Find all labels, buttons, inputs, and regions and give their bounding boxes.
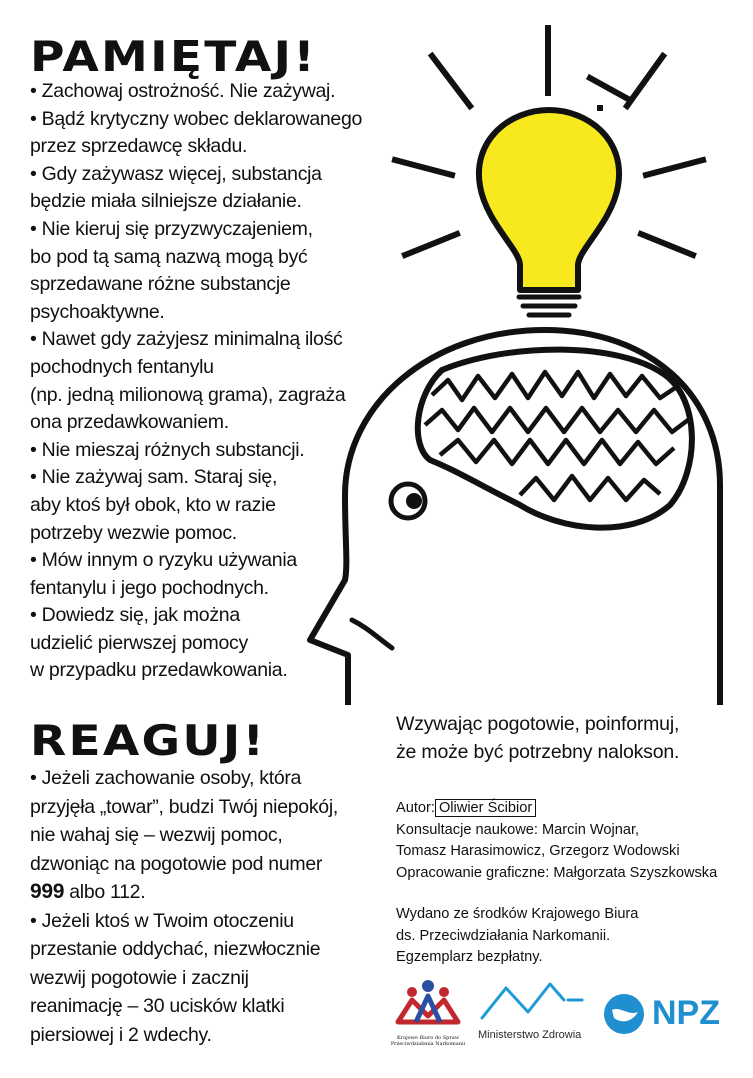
pamietaj-item-line: sprzedawane różne substancje — [30, 273, 291, 296]
callout-line-1: Wzywając pogotowie, poinformuj, — [396, 713, 680, 735]
reaguj-item-2-line: wezwij pogotowie i zacznij — [30, 966, 249, 989]
eye-pupil — [406, 493, 422, 509]
kbpn-logo — [388, 978, 468, 1048]
funding-note — [396, 904, 736, 969]
pamietaj-item — [30, 78, 380, 106]
reaguj-item-1-line: nie wahaj się – wezwij pomoc, — [30, 824, 283, 846]
pamietaj-item-line: Nie mieszaj różnych substancji. — [41, 438, 305, 461]
pamietaj-item-line: Dowiedz się, jak można — [41, 604, 240, 627]
reaguj-item-2-line: Jeżeli ktoś w Twoim otoczeniu — [41, 909, 294, 932]
pamietaj-item-line: ona przedawkowaniem. — [30, 411, 229, 434]
pamietaj-item — [30, 161, 380, 216]
pamietaj-item — [30, 216, 380, 326]
brain-folds — [425, 372, 688, 500]
pamietaj-item — [30, 464, 380, 547]
author-name: Oliwier Ścibior — [435, 799, 536, 817]
pamietaj-item-line: (np. jedną milionową grama), zagraża — [30, 383, 346, 406]
emergency-number: 999 — [30, 880, 65, 903]
pamietaj-heading: PAMIĘTAJ! — [30, 32, 317, 81]
reaguj-item-1 — [30, 764, 380, 907]
pamietaj-item-line: Mów innym o ryzyku używania — [41, 549, 297, 572]
author-row — [396, 798, 736, 820]
reaguj-item-1-line: przyjęła „towar”, budzi Twój niepokój, — [30, 795, 338, 818]
logo-strip — [0, 978, 753, 1048]
pamietaj-item-line: w przypadku przedawkowania. — [30, 659, 288, 682]
kbpn-logo-text — [388, 1035, 468, 1047]
pamietaj-item-line: psychoaktywne. — [30, 300, 165, 323]
graphics-credit: Opracowanie graficzne: Małgorzata Szyszkowska — [396, 864, 718, 881]
reaguj-item-2-line: piersiowej i 2 wdechy. — [30, 1023, 212, 1046]
kbpn-line-2: Przeciwdziałania Narkomanii — [390, 1041, 466, 1047]
pamietaj-item-line: aby ktoś był obok, kto w razie — [30, 493, 276, 516]
ministry-logo-icon — [478, 978, 590, 1022]
pamietaj-item-line: Gdy zażywasz więcej, substancja — [41, 162, 322, 185]
pamietaj-item-line: Bądź krytyczny wobec deklarowanego — [41, 107, 363, 130]
callout-line-2: że może być potrzebny nalokson. — [396, 741, 680, 763]
pamietaj-item-line: Zachowaj ostrożność. Nie zażywaj. — [41, 80, 336, 102]
ministry-name: Ministerstwo Zdrowia — [478, 1029, 582, 1041]
pamietaj-item-line: Nawet gdy zażyjesz minimalną ilość — [41, 328, 343, 351]
reaguj-item-2-line: reanimację – 30 ucisków klatki — [30, 995, 285, 1017]
npz-name: NPZ — [652, 994, 720, 1032]
credits — [396, 798, 736, 884]
naloxone-callout — [396, 710, 736, 766]
bulb-glass — [479, 110, 619, 290]
pamietaj-item-line: udzielić pierwszej pomocy — [30, 631, 248, 654]
funding-line-1: Wydano ze środków Krajowego Biura — [396, 906, 639, 922]
ministry-logo — [478, 978, 590, 1048]
reaguj-heading: REAGUJ! — [30, 716, 267, 765]
pamietaj-item-line: bo pod tą samą nazwą mogą być — [30, 245, 308, 268]
reaguj-item-1-line: Jeżeli zachowanie osoby, która — [41, 767, 302, 789]
npz-logo — [602, 992, 732, 1042]
bulb-base — [519, 297, 579, 315]
pamietaj-item — [30, 437, 380, 465]
consult-line-2: Tomasz Harasimowicz, Grzegorz Wodowski — [396, 843, 680, 859]
pamietaj-item-line: Nie kieruj się przyzwyczajeniem, — [41, 217, 313, 240]
consult-line-1: Konsultacje naukowe: Marcin Wojnar, — [396, 821, 640, 838]
pamietaj-item-line: przez sprzedawcę składu. — [30, 135, 248, 158]
pamietaj-item-line: potrzeby wezwie pomoc. — [30, 521, 237, 544]
alt-number-text: albo 112. — [64, 881, 146, 903]
author-label: Autor: — [396, 800, 435, 816]
pamietaj-item — [30, 326, 380, 436]
kbpn-logo-icon — [388, 978, 468, 1030]
pamietaj-list — [30, 78, 380, 685]
pamietaj-item-line: Nie zażywaj sam. Staraj się, — [41, 466, 278, 489]
pamietaj-item — [30, 547, 380, 602]
pamietaj-item-line: będzie miała silniejsze działanie. — [30, 190, 302, 213]
kbpn-line-1: Krajowe Biuro do Spraw — [396, 1035, 460, 1041]
pamietaj-item-line: pochodnych fentanylu — [30, 355, 214, 378]
funding-line-2: ds. Przeciwdziałania Narkomanii. — [396, 927, 611, 944]
npz-logo-icon — [602, 992, 650, 1036]
reaguj-item-1-line: dzwoniąc na pogotowie pod numer — [30, 852, 323, 875]
pamietaj-item — [30, 106, 380, 161]
pamietaj-item — [30, 602, 380, 685]
reaguj-item-2-line: przestanie oddychać, niezwłocznie — [30, 938, 321, 960]
funding-line-3: Egzemplarz bezpłatny. — [396, 949, 543, 965]
pamietaj-item-line: fentanylu i jego pochodnych. — [30, 576, 269, 599]
